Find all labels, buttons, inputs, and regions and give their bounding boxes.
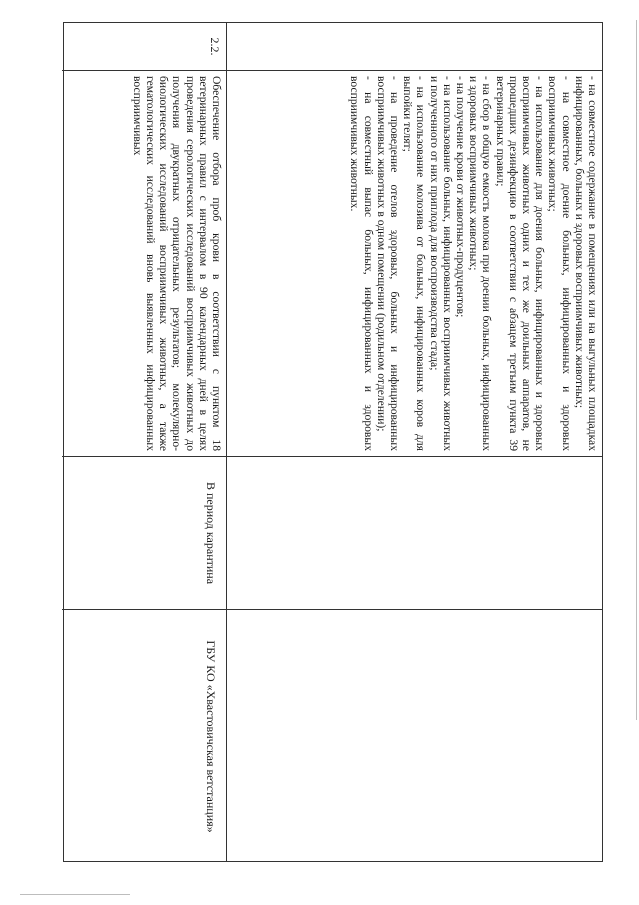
row-number-cell (62, 23, 226, 70)
scan-edge-line (20, 894, 130, 895)
measure-line: - на совместный выпас больных, инфицированных и здоровых восприимчивых животных. (348, 76, 375, 451)
measure-line: - на получение крови от животных-продуцентов; (453, 76, 467, 318)
term-cell (227, 456, 602, 609)
responsible-cell (227, 609, 602, 863)
term-cell (62, 456, 226, 609)
measure-line: - на совместное доение больных, инфицированных и здоровых восприимчивых животных; (546, 76, 573, 451)
row-number-cell (227, 23, 602, 70)
measure-line: Обеспечение отбора проб крови в соответствии с пунктом 18 ветеринарных правил с интервалом в 90 календарных дней в целях проведения серологических исследований восприимчивых животных до получения двукратных отрицательных результатов; молекулярно-биологических исследований восприимчивых животных, а также гематологических исследований вновь выявленных инфицированных восприимчивых (130, 76, 223, 451)
row-number (598, 23, 602, 70)
document-page (54, 0, 638, 862)
measure-line: - на совместное содержание в помещениях или на выгульных площадках инфицированных, больных и здоровых восприимчивых животных; (572, 76, 599, 451)
scan-edge-line (636, 20, 637, 720)
measure-line: - на использование для доения больных, инфицированных и здоровых восприимчивых животных одних и тех же доильных аппаратов, не прошедших дезинфекцию в соответствии с абзацем третьим пункта 39 ветеринарных правил; (493, 76, 547, 451)
term-text: В период карантина (204, 481, 218, 585)
measures-cell (62, 70, 226, 456)
responsible-text: ГБУ КО «Хвастовичская ветстанция» (204, 640, 218, 833)
row-number: 2.2. (208, 37, 222, 56)
table-row (62, 23, 227, 861)
term-text (594, 457, 602, 609)
measures-cell (227, 70, 602, 456)
measures-text (348, 71, 602, 456)
responsible-cell (62, 609, 226, 863)
measure-line: - на проведение отелов здоровых, больных и инфицированных восприимчивых животных в одном помещении (родильном отделении); (374, 76, 401, 451)
measures-text (131, 71, 226, 456)
measure-line: - на использование молозива от больных, инфицированных коров для выпойки телят; (401, 76, 428, 451)
measure-line: - на использование больных, инфицированных восприимчивых животных и полученного от них приплода для воспроизводства стада; (427, 76, 454, 451)
table-row (227, 23, 602, 861)
responsible-text (594, 610, 602, 863)
measures-table (63, 22, 603, 862)
measure-line: - на сбор в общую емкость молока при доении больных, инфицированных и здоровых восприимчивых животных; (467, 76, 494, 451)
